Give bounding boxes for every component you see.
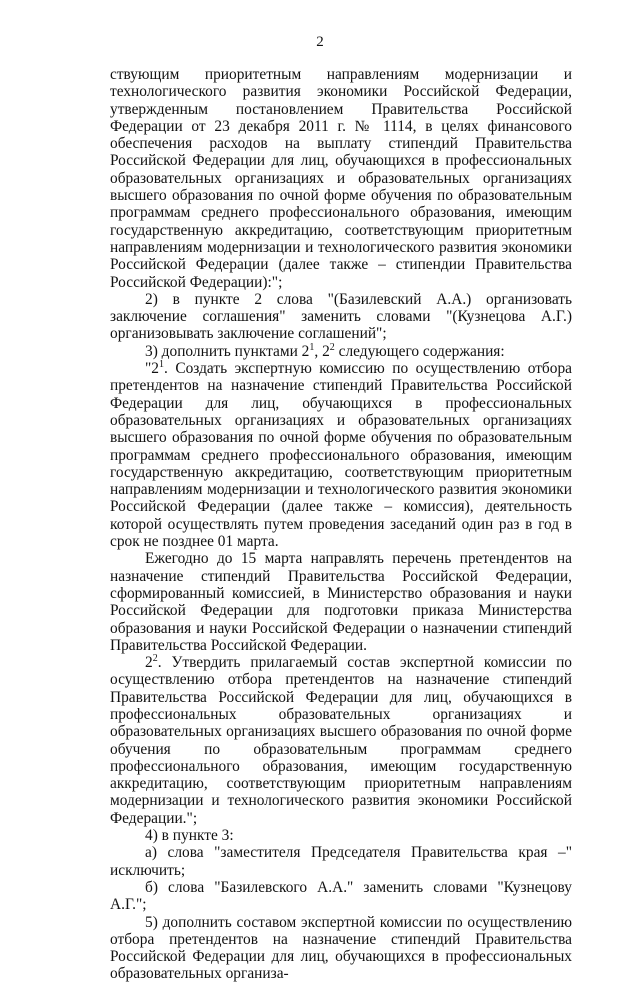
paragraph-subitem-b: б) слова "Базилевского А.А." заменить словами "Кузнецову А.Г."; [110, 878, 572, 914]
paragraph-item-5: 5) дополнить составом экспертной комиссии по осуществлению отбора претендентов на назначение стипендий Правительства Российской Федерации для лиц, обучающихся в профессиональных образовательных организа- [110, 913, 572, 983]
clause-2-2-text: . Утвердить прилагаемый состав экспертной комиссии по осуществлению отбора претендентов на назначение стипендий Правительства Российской Федерации для лиц, обучающихся в профессиональных образовательных организациях и образовательных организациях высшего образования по очной форме обучения по образовательным программам среднего профессионального образования, имеющим государственную аккредитацию, соответствующим приоритетным направлениям модернизации и технологического развития экономики Российской Федерации."; [110, 654, 572, 827]
paragraph-annual-list: Ежегодно до 15 марта направлять перечень претендентов на назначение стипендий Правительства Российской Федерации, сформированный комиссией, в Министерство образования и науки Российской Федерации для подготовки приказа Министерства образования и науки Российской Федерации о назначении стипендий Правительства Российской Федерации. [110, 550, 572, 654]
document-body [110, 66, 572, 983]
clause-2-1-superscript: 1 [158, 358, 164, 370]
superscript-2: 2 [329, 341, 335, 353]
item-3-text-end: следующего содержания: [334, 342, 505, 360]
paragraph-subitem-a: а) слова "заместителя Председателя Правительства края –" исключить; [110, 844, 572, 879]
page-number: 2 [316, 34, 324, 50]
item-3-text-mid: , 2 [314, 342, 330, 360]
paragraph-clause-2-1 [110, 360, 572, 550]
item-3-text-start: 3) дополнить пунктами 2 [145, 342, 310, 360]
paragraph-item-3 [110, 343, 572, 360]
paragraph-item-2: 2) в пункте 2 слова "(Базилевский А.А.) организовать заключение соглашения" заменить словами "(Кузнецова А.Г.) организовывать заключение соглашений"; [110, 290, 572, 343]
clause-2-1-number: "2 [145, 360, 159, 378]
clause-2-2-superscript: 2 [152, 652, 158, 664]
paragraph-item-4: 4) в пункте 3: [145, 827, 234, 845]
paragraph-continuation: ствующим приоритетным направлениям модернизации и технологического развития экономики Российской Федерации, утвержденным постановлением Правительства Российской Федерации от 23 декабря 2011 г. № 1114, в целях финансового обеспечения расходов на выплату стипендий Правительства Российской Федерации для лиц, обучающихся в профессиональных образовательных организациях и образовательных организациях высшего образования по очной форме обучения по образовательным программам среднего профессионального образования, имеющим государственную аккредитацию, соответствующим приоритетным направлениям модернизации и технологического развития экономики Российской Федерации (далее также – стипендии Правительства Российской Федерации):"; [110, 66, 572, 291]
clause-2-1-text: . Создать экспертную комиссию по осуществлению отбора претендентов на назначение стипендий Правительства Российской Федерации для лиц, обучающихся в профессиональных образовательных организациях и образовательных организациях высшего образования по очной форме обучения по образовательным программам среднего профессионального образования, имеющим государственную аккредитацию, соответствующим приоритетным направлениям модернизации и технологического развития экономики Российской Федерации (далее также – комиссия), деятельность которой осуществлять путем проведения заседаний один раз в год в срок не позднее 01 марта. [110, 360, 572, 551]
superscript-1: 1 [309, 341, 315, 353]
clause-2-2-number: 2 [145, 654, 153, 672]
paragraph-clause-2-2 [110, 654, 572, 827]
